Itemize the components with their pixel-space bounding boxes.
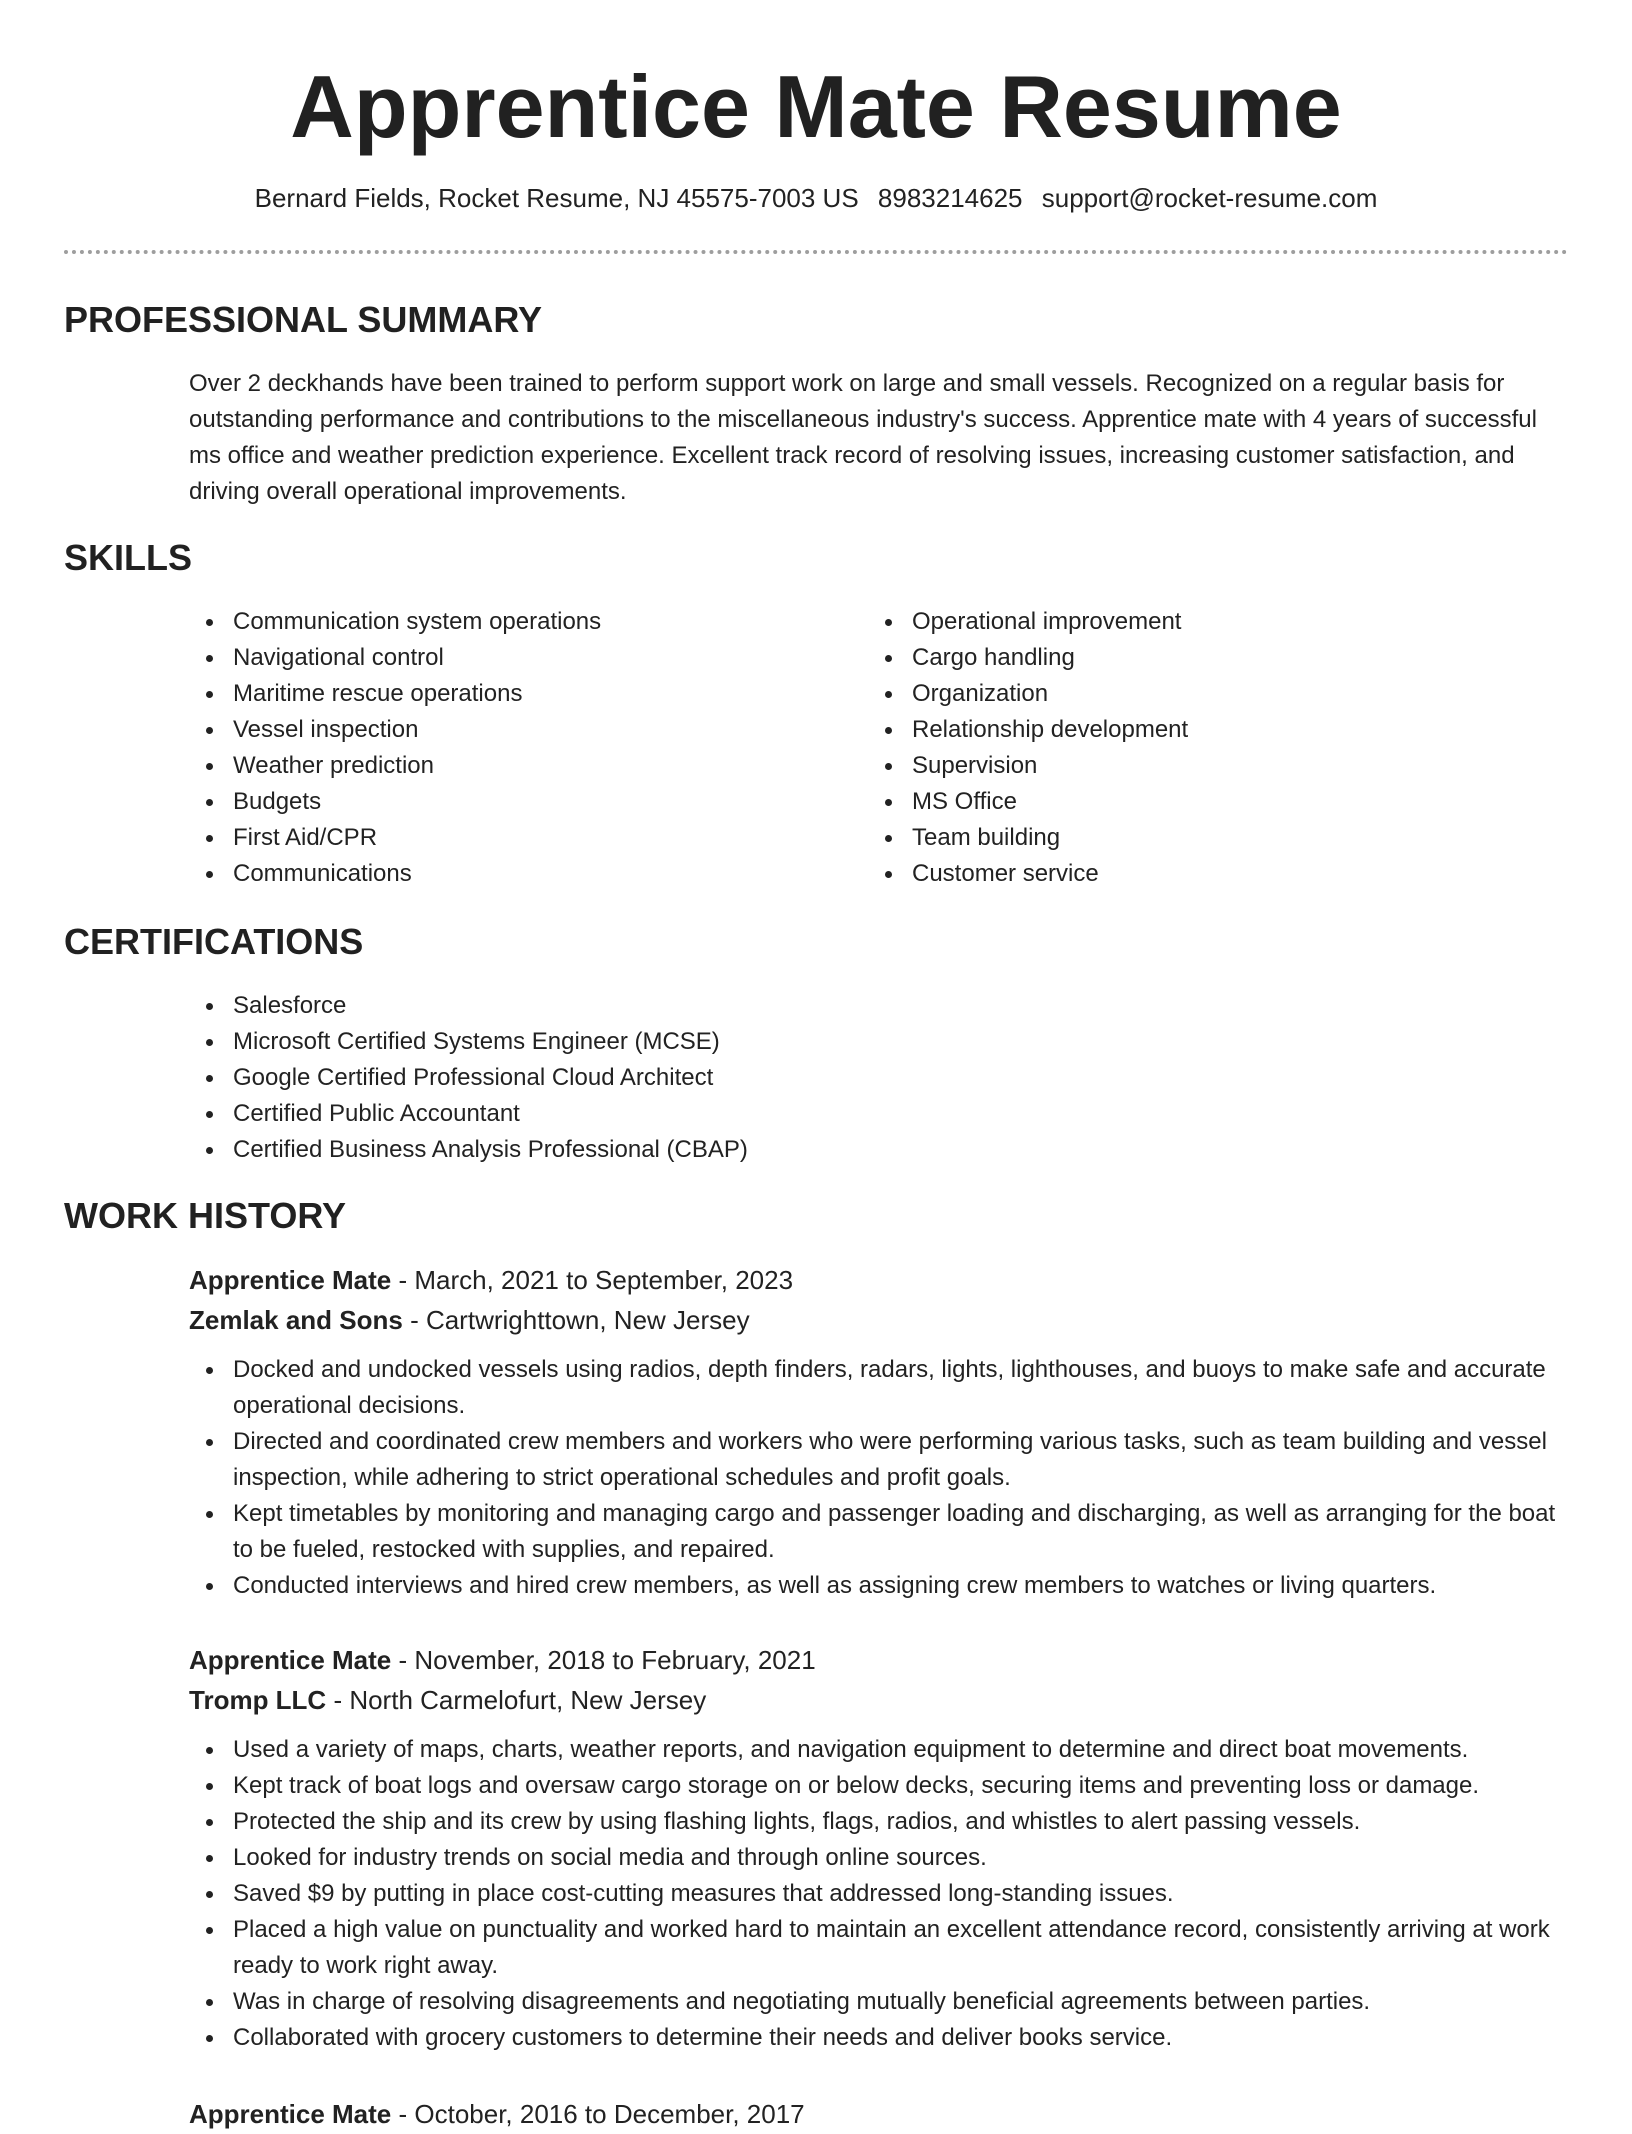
skill-item: Customer service [868,856,1508,892]
certification-item: Certified Business Analysis Professional (CBAP) [189,1132,1559,1168]
job-dates: - March, 2021 to September, 2023 [391,1265,794,1295]
skill-item: Communications [189,856,829,892]
skill-item: Relationship development [868,712,1508,748]
job-bullet: Docked and undocked vessels using radios, depth finders, radars, lights, lighthouses, and buoys to make safe and accurate operational decisions. [189,1352,1564,1424]
skill-item: Supervision [868,748,1508,784]
job-company: Zemlak and Sons [189,1305,403,1335]
job-dates: - November, 2018 to February, 2021 [391,1645,816,1675]
header-divider [64,250,1568,254]
skill-item: Maritime rescue operations [189,676,829,712]
contact-address: Bernard Fields, Rocket Resume, NJ 45575-7003 US [254,183,859,213]
job-bullet: Directed and coordinated crew members and workers who were performing various tasks, such as team building and vessel inspection, while adhering to strict operational schedules and profit goals. [189,1424,1564,1496]
job-bullet: Kept track of boat logs and oversaw cargo storage on or below decks, securing items and preventing loss or damage. [189,1768,1564,1804]
certification-item: Google Certified Professional Cloud Architect [189,1060,1559,1096]
skills-heading: SKILLS [64,537,193,578]
skill-item: First Aid/CPR [189,820,829,856]
job-title: Apprentice Mate [189,1265,392,1295]
skill-item: Operational improvement [868,604,1508,640]
skill-item: Vessel inspection [189,712,829,748]
skill-item: Organization [868,676,1508,712]
certification-item: Certified Public Accountant [189,1096,1559,1132]
job-bullet: Saved $9 by putting in place cost-cutting measures that addressed long-standing issues. [189,1876,1564,1912]
job-entry [189,1260,1564,1604]
skill-item: Cargo handling [868,640,1508,676]
job-company-line [189,1680,1564,1720]
skill-item: Communication system operations [189,604,829,640]
summary-text: Over 2 deckhands have been trained to perform support work on large and small vessels. Recognized on a regular basis for outstanding performance and contributions to the miscellaneous industry's success. Apprentice mate with 4 years of successful ms office and weather prediction experience. Excellent track record of resolving issues, increasing customer satisfaction, and driving overall operational improvements. [189,370,1537,505]
skills-list-left [189,604,829,892]
job-location: - North Carmelofurt, New Jersey [326,1685,707,1715]
job-dates: - October, 2016 to December, 2017 [391,2099,805,2129]
resume-title: Apprentice Mate Resume [290,57,1342,156]
job-entry [189,1640,1564,2056]
job-bullet: Looked for industry trends on social media and through online sources. [189,1840,1564,1876]
contact-phone: 8983214625 [877,183,1023,213]
certifications-heading: CERTIFICATIONS [64,921,364,962]
contact-email: support@rocket-resume.com [1041,183,1378,213]
job-entry [189,2094,1564,2134]
job-location: - Cartwrighttown, New Jersey [402,1305,750,1335]
skills-list-right [868,604,1508,892]
skill-item: MS Office [868,784,1508,820]
job-bullet: Protected the ship and its crew by using flashing lights, flags, radios, and whistles to alert passing vessels. [189,1804,1564,1840]
job-company: Tromp LLC [189,1685,327,1715]
job-title-line [189,1640,1564,1680]
job-bullet: Collaborated with grocery customers to determine their needs and deliver books service. [189,2020,1564,2056]
job-title: Apprentice Mate [189,2099,392,2129]
skill-item: Team building [868,820,1508,856]
job-bullet: Used a variety of maps, charts, weather reports, and navigation equipment to determine and direct boat movements. [189,1732,1564,1768]
certification-item: Salesforce [189,988,1559,1024]
job-bullet: Conducted interviews and hired crew members, as well as assigning crew members to watches or living quarters. [189,1568,1564,1604]
skill-item: Budgets [189,784,829,820]
job-bullets [189,1352,1564,1604]
job-bullet: Was in charge of resolving disagreements and negotiating mutually beneficial agreements between parties. [189,1984,1564,2020]
job-bullet: Kept timetables by monitoring and managing cargo and passenger loading and discharging, as well as arranging for the boat to be fueled, restocked with supplies, and repaired. [189,1496,1564,1568]
certification-item: Microsoft Certified Systems Engineer (MCSE) [189,1024,1559,1060]
skill-item: Navigational control [189,640,829,676]
job-title: Apprentice Mate [189,1645,392,1675]
job-title-line [189,1260,1564,1300]
skill-item: Weather prediction [189,748,829,784]
summary-heading: PROFESSIONAL SUMMARY [64,299,543,340]
certifications-list [189,988,1559,1168]
work-history-heading: WORK HISTORY [64,1195,347,1236]
job-bullet: Placed a high value on punctuality and worked hard to maintain an excellent attendance record, consistently arriving at work ready to work right away. [189,1912,1564,1984]
contact-line [0,180,1632,216]
job-company-line [189,1300,1564,1340]
job-title-line [189,2094,1564,2134]
job-bullets [189,1732,1564,2056]
